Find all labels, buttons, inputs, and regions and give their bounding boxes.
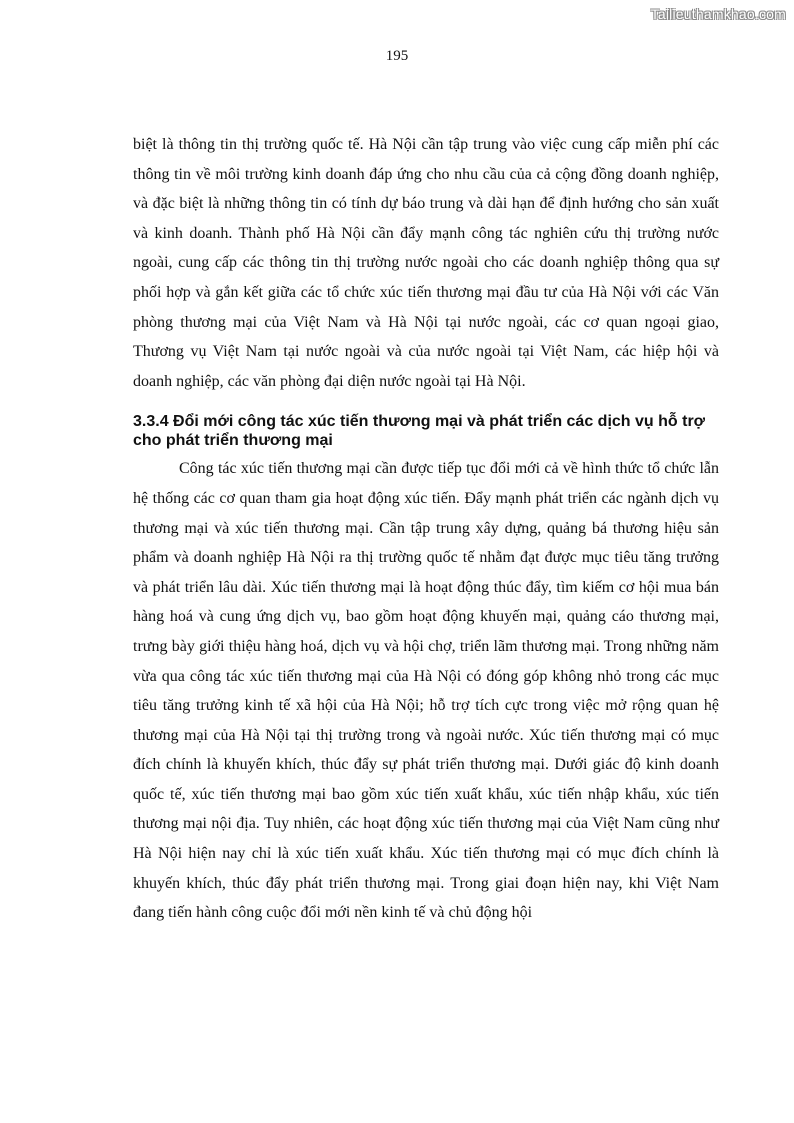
watermark: Tailieuthamkhao.com	[650, 6, 786, 22]
section-heading: 3.3.4 Đổi mới công tác xúc tiến thương mại và phát triển các dịch vụ hỗ trợ cho phát triển thương mại	[133, 413, 706, 450]
page-number: 195	[385, 48, 409, 64]
paragraph-2: Công tác xúc tiến thương mại cần được tiếp tục đổi mới cả về hình thức tổ chức lẫn hệ thống các cơ quan tham gia hoạt động xúc tiến. Đẩy mạnh phát triển các ngành dịch vụ thương mại và xúc tiến thương mại. Cần tập trung xây dựng, quảng bá thương hiệu sản phẩm và doanh nghiệp Hà Nội ra thị trường quốc tế nhằm đạt được mục tiêu tăng trưởng và phát triển lâu dài. Xúc tiến thương mại là hoạt động thúc đẩy, tìm kiếm cơ hội mua bán hàng hoá và cung ứng dịch vụ, bao gồm hoạt động khuyến mại, quảng cáo thương mại, trưng bày giới thiệu hàng hoá, dịch vụ và hội chợ, triển lãm thương mại. Trong những năm vừa qua công tác xúc tiến thương mại của Hà Nội có đóng góp không nhỏ trong các mục tiêu tăng trưởng kinh tế xã hội của Hà Nội; hỗ trợ tích cực trong việc mở rộng quan hệ thương mại của Hà Nội tại thị trường trong và ngoài nước. Xúc tiến thương mại có mục đích chính là khuyến khích, thúc đẩy sự phát triển thương mại. Dưới giác độ kinh doanh quốc tế, xúc tiến thương mại bao gồm xúc tiến xuất khẩu, xúc tiến nhập khẩu, xúc tiến thương mại nội địa. Tuy nhiên, các hoạt động xúc tiến thương mại của Việt Nam cũng như Hà Nội hiện nay chỉ là xúc tiến xuất khẩu. Xúc tiến thương mại có mục đích chính là khuyến khích, thúc đẩy phát triển thương mại. Trong giai đoạn hiện nay, khi Việt Nam đang tiến hành công cuộc đổi mới nền kinh tế và chủ động hội	[133, 460, 719, 922]
paragraph-1: biệt là thông tin thị trường quốc tế. Hà Nội cần tập trung vào việc cung cấp miễn phí các thông tin về môi trường kinh doanh đáp ứng cho nhu cầu của cả cộng đồng doanh nghiệp, và đặc biệt là những thông tin có tính dự báo trung và dài hạn để định hướng cho sản xuất và kinh doanh. Thành phố Hà Nội cần đẩy mạnh công tác nghiên cứu thị trường nước ngoài, cung cấp các thông tin thị trường nước ngoài cho các doanh nghiệp thông qua sự phối hợp và gắn kết giữa các tổ chức xúc tiến thương mại đầu tư của Hà Nội với các Văn phòng thương mại của Việt Nam và Hà Nội tại nước ngoài, các cơ quan ngoại giao, Thương vụ Việt Nam tại nước ngoài và của nước ngoài tại Việt Nam, các hiệp hội và doanh nghiệp, các văn phòng đại diện nước ngoài tại Hà Nội.	[133, 136, 719, 390]
document-body	[133, 130, 719, 928]
